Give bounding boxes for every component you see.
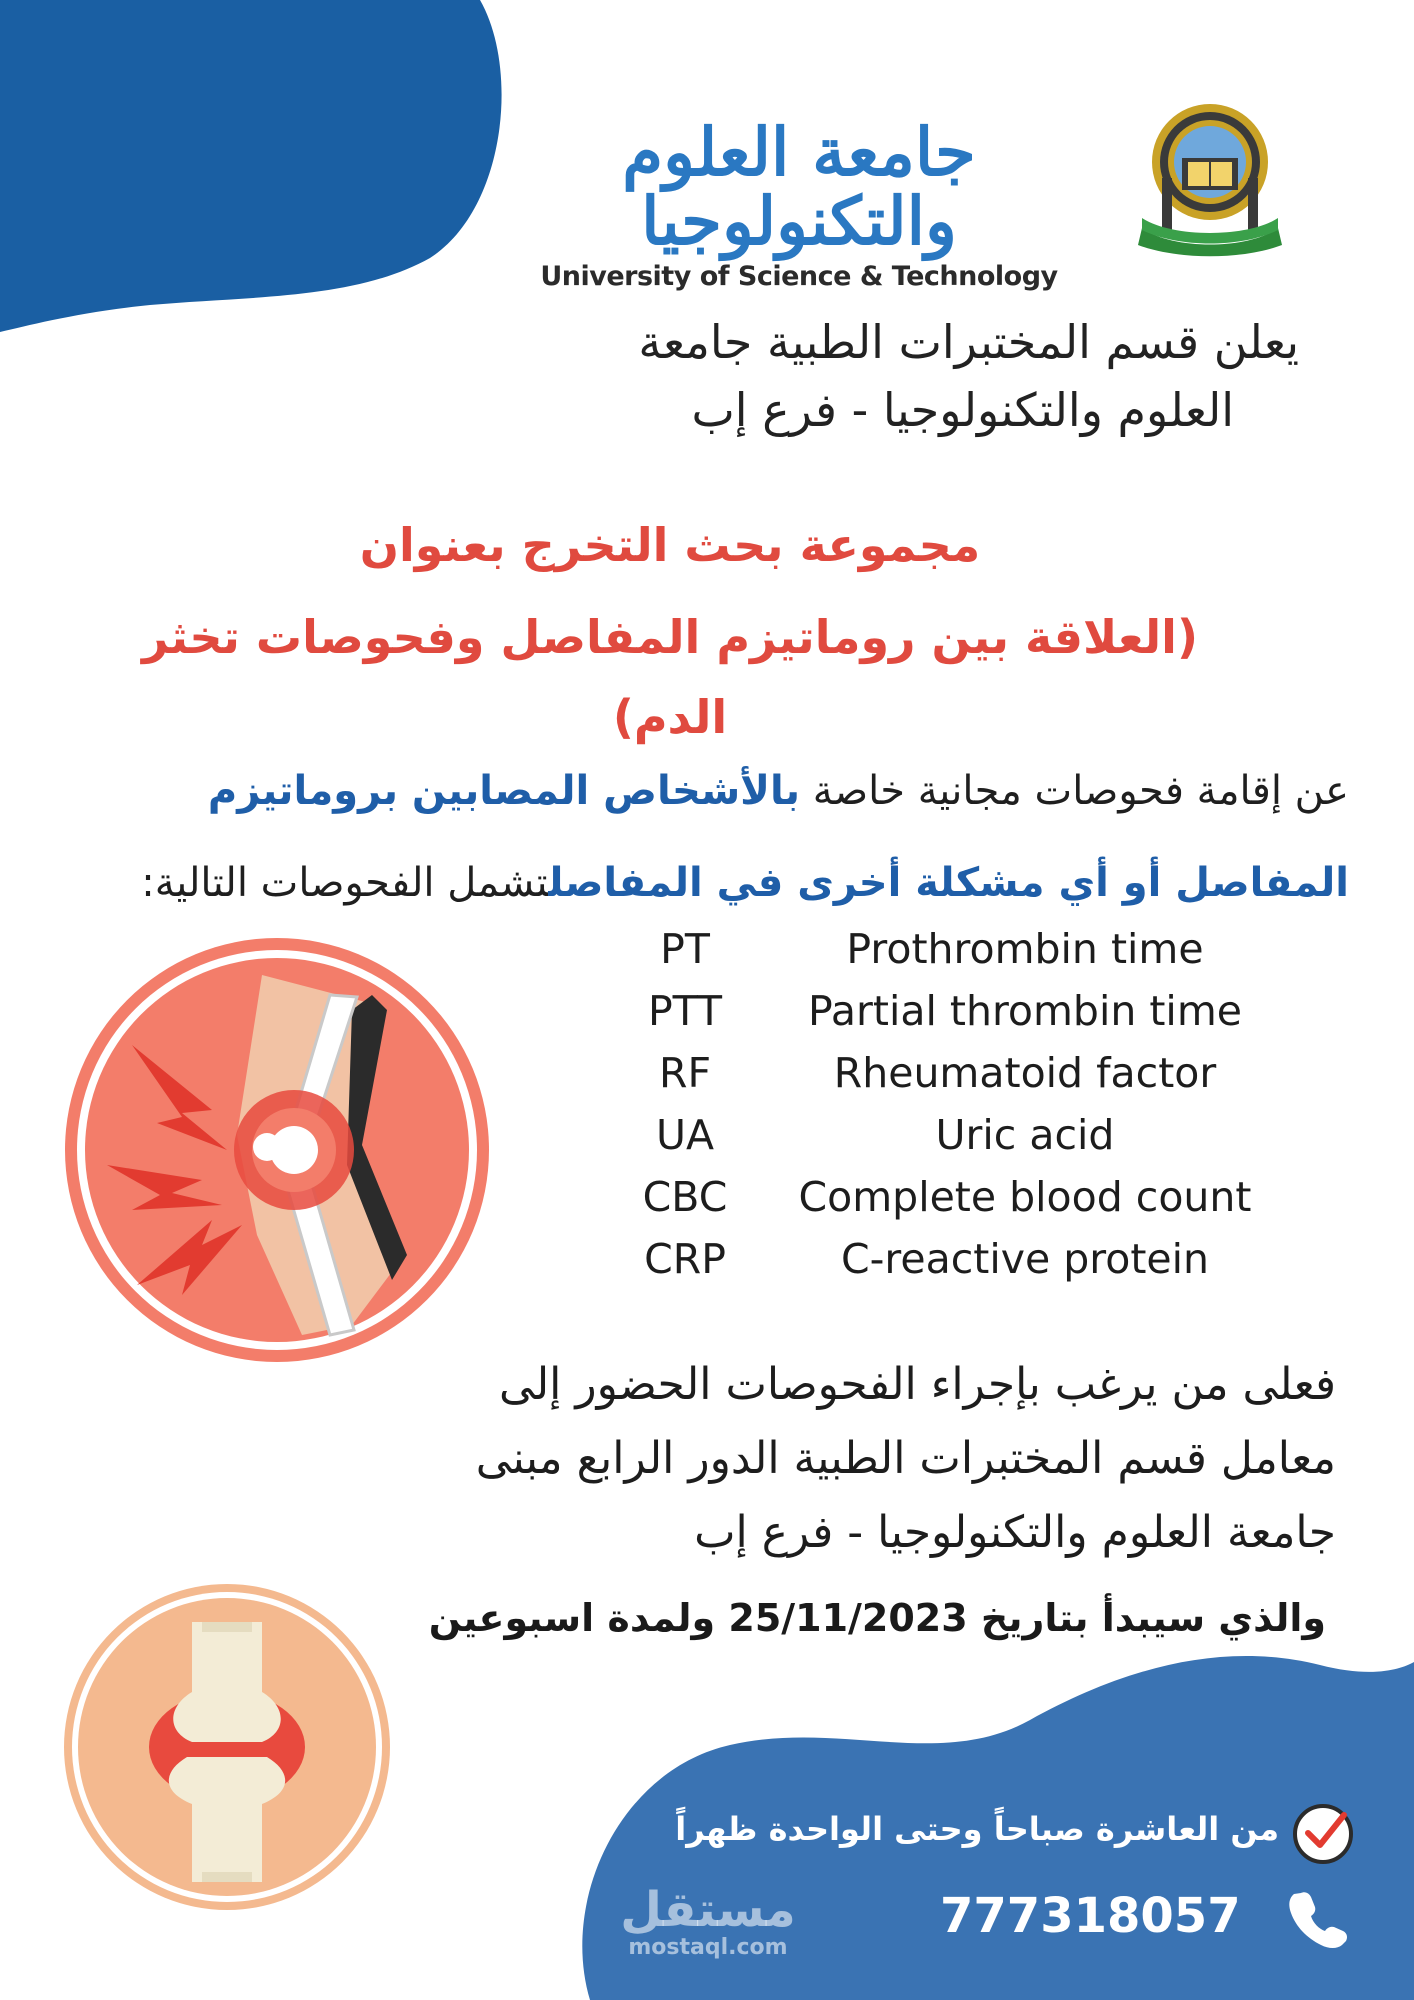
watermark [618,1882,798,1960]
test-abbr: RF [658,1049,712,1097]
intro-line-2: العلوم والتكنولوجيا - فرع إب [691,383,1234,437]
test-abbr: CRP [644,1235,726,1283]
test-row [620,980,1300,1042]
test-name: Uric acid [935,1111,1115,1159]
test-name: C-reactive protein [841,1235,1209,1283]
university-logo [489,113,1109,292]
test-row [620,1166,1300,1228]
watermark-arabic: مستقل [620,1882,796,1938]
visit-line-3: جامعة العلوم والتكنولوجيا - فرع إب [694,1507,1336,1558]
knee-pain-icon [62,935,492,1365]
logo-english-text: University of Science & Technology [540,260,1058,292]
test-abbr: CBC [642,1173,728,1221]
test-name: Rheumatoid factor [833,1049,1217,1097]
tests-list [620,918,1300,1290]
knee-joint-icon [62,1582,392,1912]
announcement-intro [399,308,1299,444]
offer-text-1: عن إقامة فحوصات مجانية خاصة [799,768,1349,814]
research-heading: مجموعة بحث التخرج بعنوان [359,518,981,572]
test-abbr: UA [655,1111,715,1159]
visit-paragraph [276,1348,1336,1570]
test-name: Partial thrombin time [808,987,1242,1035]
phone-number[interactable]: 777318057 [940,1888,1241,1944]
offer-highlight-2: المفاصل أو أي مشكلة أخرى في المفاصل [548,860,1349,906]
phone-icon [1285,1887,1349,1951]
university-emblem-icon [1132,100,1292,260]
test-abbr: PT [660,925,710,973]
test-name: Complete blood count [798,1173,1252,1221]
logo-arabic-text: جامعة العلوم والتكنولوجيا [622,113,976,261]
offer-text-2: تشمل الفحوصات التالية: [141,860,549,906]
start-date-text: والذي سيبدأ بتاريخ 25/11/2023 ولمدة اسبوعين [428,1596,1326,1640]
test-abbr: PTT [647,987,723,1035]
offer-highlight-1: بالأشخاص المصابين بروماتيزم [207,768,800,814]
offer-line-1 [49,745,1349,837]
research-topic: (العلاقة بين روماتيزم المفاصل وفحوصات تخثر الدم) [142,610,1198,744]
intro-line-1: يعلن قسم المختبرات الطبية جامعة [638,315,1299,369]
clock-check-icon [1292,1803,1354,1865]
visit-line-1: فعلى من يرغب بإجراء الفحوصات الحضور إلى [499,1359,1336,1410]
research-title [100,505,1240,757]
offer-line-2 [49,837,1349,929]
test-row [620,1228,1300,1290]
test-row [620,1042,1300,1104]
offer-paragraph [49,745,1349,929]
visit-line-2: معامل قسم المختبرات الطبية الدور الرابع مبنى [475,1433,1336,1484]
test-name: Prothrombin time [846,925,1204,973]
watermark-english: mostaql.com [628,1935,788,1960]
test-row [620,918,1300,980]
test-row [620,1104,1300,1166]
top-left-blob [0,0,520,340]
working-hours: من العاشرة صباحاً وحتى الواحدة ظهراً [675,1810,1279,1848]
